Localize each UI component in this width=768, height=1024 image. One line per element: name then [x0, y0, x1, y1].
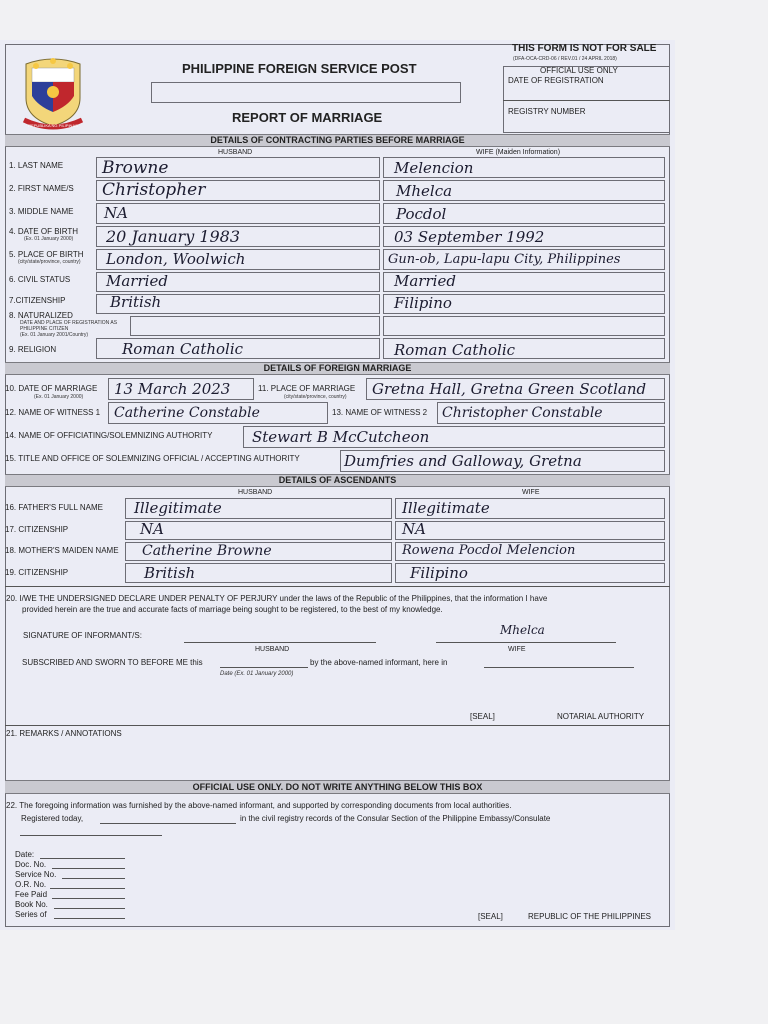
husband-father-citizenship-value: NA [140, 520, 164, 538]
husband-father-name-value: Illegitimate [134, 499, 222, 517]
remarks-label: 21. REMARKS / ANNOTATIONS [6, 729, 122, 738]
registered-today-line[interactable] [100, 823, 236, 824]
ascendants-wife-label: WIFE [522, 489, 540, 496]
wife-father-citizenship-value: NA [402, 520, 426, 538]
official-line1: 22. The foregoing information was furnished by the above-named informant, and supported by corresponding documents from local authorities. [6, 801, 512, 810]
wife-signature-caption: WIFE [508, 646, 526, 653]
husband-civil-status-value: Married [106, 272, 168, 290]
husband-middle-name-field[interactable] [96, 203, 380, 224]
section-contracting-parties-header: DETAILS OF CONTRACTING PARTIES BEFORE MARRIAGE [5, 134, 670, 147]
official-or-no-line[interactable] [50, 888, 125, 889]
official-book-no-line[interactable] [54, 908, 125, 909]
mother-citizenship-label: 19. CITIZENSHIP [5, 568, 69, 577]
father-citizenship-label: 17. CITIZENSHIP [5, 525, 69, 534]
signature-label: SIGNATURE OF INFORMANT/S: [23, 631, 142, 640]
official-fee-paid-label: Fee Paid [15, 890, 48, 899]
date-of-marriage-hint: (Ex. 01 January 2000) [34, 394, 84, 400]
official-series-label: Series of [15, 910, 47, 919]
wife-civil-status-value: Married [394, 272, 456, 290]
subscribed-date-line[interactable] [220, 667, 308, 668]
husband-mother-citizenship-value: British [144, 564, 196, 582]
remarks-area[interactable] [5, 740, 670, 778]
citizenship-label: 7.CITIZENSHIP [9, 296, 66, 305]
post-name-field[interactable] [151, 82, 461, 103]
naturalized-sub1: DATE AND PLACE OF REGISTRATION AS [20, 320, 118, 326]
form-code: (DFA-OCA-CRD-06 / REV.01 / 24 APRIL 2018) [513, 56, 617, 62]
place-of-birth-label: 5. PLACE OF BIRTH [9, 250, 84, 259]
place-of-marriage-value: Gretna Hall, Gretna Green Scotland [372, 380, 647, 398]
civil-status-label: 6. CIVIL STATUS [9, 275, 71, 284]
subscribed-text-a: SUBSCRIBED AND SWORN TO BEFORE ME this [22, 658, 203, 667]
section-ascendants-header: DETAILS OF ASCENDANTS [5, 474, 670, 487]
wife-mother-citizenship-value: Filipino [410, 564, 468, 582]
religion-label: 9. RELIGION [9, 345, 57, 354]
official-date-label: Date: [15, 850, 35, 859]
husband-mother-name-value: Catherine Browne [142, 543, 272, 559]
wife-middle-name-value: Pocdol [396, 205, 447, 223]
consulate-line[interactable] [20, 835, 162, 836]
wife-first-name-value: Mhelca [396, 182, 453, 200]
form-title: REPORT OF MARRIAGE [232, 110, 383, 125]
mother-maiden-name-label: 18. MOTHER'S MAIDEN NAME [5, 546, 119, 555]
wife-naturalized-field[interactable] [383, 316, 665, 336]
section-foreign-marriage-header: DETAILS OF FOREIGN MARRIAGE [5, 362, 670, 375]
naturalized-label: 8. NATURALIZED [9, 311, 73, 320]
father-name-label: 16. FATHER'S FULL NAME [5, 503, 103, 512]
witness1-label: 12. NAME OF WITNESS 1 [5, 408, 101, 417]
declaration-seal: [SEAL] [470, 712, 495, 721]
first-name-label: 2. FIRST NAME/S [9, 184, 74, 193]
place-of-birth-hint: (city/state/province, country) [18, 259, 81, 265]
witness1-value: Catherine Constable [114, 405, 260, 421]
official-seal: [SEAL] [478, 912, 503, 921]
husband-last-name-value: Browne [102, 158, 169, 178]
solemnizing-office-value: Dumfries and Galloway, Gretna [344, 452, 582, 470]
republic-label: REPUBLIC OF THE PHILIPPINES [528, 912, 651, 921]
wife-citizenship-value: Filipino [394, 294, 452, 312]
wife-place-of-birth-value: Gun-ob, Lapu-lapu City, Philippines [388, 252, 621, 267]
husband-signature-line[interactable] [184, 642, 376, 643]
husband-father-citizenship-field[interactable] [125, 521, 392, 540]
official-use-header: OFFICIAL USE ONLY. DO NOT WRITE ANYTHING BELOW THIS BOX [5, 780, 670, 794]
wife-religion-value: Roman Catholic [394, 341, 516, 359]
husband-date-of-birth-value: 20 January 1983 [106, 227, 241, 246]
seal-text: REPUBLIKA NG PILIPINAS [28, 123, 78, 128]
officiating-authority-value: Stewart B McCutcheon [252, 428, 430, 446]
official-series-line[interactable] [54, 918, 125, 919]
wife-signature: Mhelca [500, 623, 545, 637]
last-name-label: 1. LAST NAME [9, 161, 64, 170]
place-of-marriage-label: 11. PLACE OF MARRIAGE [258, 384, 356, 393]
official-service-no-line[interactable] [62, 878, 125, 879]
wife-signature-line[interactable] [436, 642, 616, 643]
husband-first-name-value: Christopher [102, 180, 206, 200]
date-of-birth-hint: (Ex. 01 January 2000) [24, 236, 74, 242]
wife-father-citizenship-field[interactable] [395, 521, 665, 540]
official-fee-paid-line[interactable] [52, 898, 125, 899]
husband-column-label: HUSBAND [218, 149, 253, 156]
middle-name-label: 3. MIDDLE NAME [9, 207, 74, 216]
not-for-sale: THIS FORM IS NOT FOR SALE [512, 43, 657, 54]
place-of-marriage-hint: (city/state/province, country) [284, 394, 347, 400]
notarial-authority: NOTARIAL AUTHORITY [557, 712, 645, 721]
solemnizing-office-label: 15. TITLE AND OFFICE OF SOLEMNIZING OFFICIAL / ACCEPTING AUTHORITY [5, 454, 300, 463]
registered-today-a: Registered today, [21, 814, 84, 823]
official-service-no-label: Service No. [15, 870, 57, 879]
husband-middle-name-value: NA [104, 204, 128, 222]
husband-citizenship-value: British [110, 293, 162, 311]
registry-number-label: REGISTRY NUMBER [508, 107, 586, 116]
date-of-registration-label: DATE OF REGISTRATION [508, 76, 604, 85]
husband-place-of-birth-value: London, Woolwich [106, 250, 246, 268]
husband-signature-caption: HUSBAND [255, 646, 290, 653]
witness2-label: 13. NAME OF WITNESS 2 [332, 408, 428, 417]
wife-father-name-value: Illegitimate [402, 499, 490, 517]
philippine-seal-icon [18, 54, 88, 130]
naturalized-sub2: PHILIPPINE CITIZEN [20, 326, 69, 332]
witness2-value: Christopher Constable [442, 405, 603, 421]
official-or-no-label: O.R. No. [15, 880, 47, 889]
subscribed-date-hint: Date (Ex. 01 January 2000) [220, 671, 294, 677]
declaration-line2: provided herein are the true and accurate facts of marriage being sought to be registered, to the best of my knowledge. [22, 605, 443, 614]
wife-date-of-birth-value: 03 September 1992 [394, 228, 545, 246]
registered-today-b: in the civil registry records of the Consular Section of the Philippine Embassy/Consulate [240, 814, 551, 823]
wife-mother-name-value: Rowena Pocdol Melencion [402, 543, 576, 558]
official-doc-no-line[interactable] [52, 868, 125, 869]
husband-naturalized-field[interactable] [130, 316, 380, 336]
husband-religion-value: Roman Catholic [122, 340, 244, 358]
form-sheet [0, 40, 675, 930]
official-book-no-label: Book No. [15, 900, 48, 909]
date-of-marriage-value: 13 March 2023 [114, 380, 231, 398]
wife-column-label: WIFE (Maiden Information) [476, 149, 561, 156]
ascendants-husband-label: HUSBAND [238, 489, 273, 496]
declaration-line1: 20. I/WE THE UNDERSIGNED DECLARE UNDER PENALTY OF PERJURY under the laws of the Republic of the Philippines, that the information I have [6, 594, 548, 603]
wife-last-name-value: Melencion [394, 159, 474, 177]
official-doc-no-label: Doc. No. [15, 860, 47, 869]
date-of-birth-label: 4. DATE OF BIRTH [9, 227, 79, 236]
agency-title: PHILIPPINE FOREIGN SERVICE POST [182, 61, 417, 76]
official-date-line[interactable] [40, 858, 125, 859]
subscribed-text-b: by the above-named informant, here in [310, 658, 448, 667]
naturalized-sub3: (Ex. 01 January 2001/Country) [20, 332, 89, 338]
official-use-label: OFFICIAL USE ONLY [540, 66, 618, 75]
date-of-marriage-label: 10. DATE OF MARRIAGE [5, 384, 98, 393]
subscribed-place-line[interactable] [484, 667, 634, 668]
officiating-authority-label: 14. NAME OF OFFICIATING/SOLEMNIZING AUTHORITY [5, 431, 213, 440]
